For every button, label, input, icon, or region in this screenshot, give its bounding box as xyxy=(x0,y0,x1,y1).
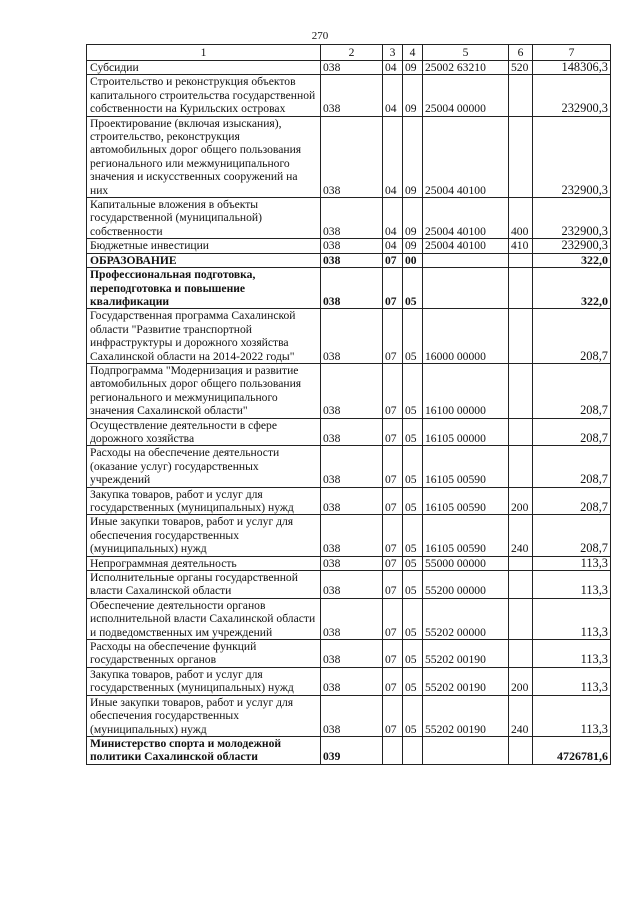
table-row xyxy=(87,198,611,239)
row-code: 038 xyxy=(321,309,383,364)
row-amount: 113,3 xyxy=(533,695,611,736)
row-target-article xyxy=(423,253,509,267)
row-name: Профессиональная подготовка, переподготовка и повышение квалификации xyxy=(87,268,321,309)
row-section xyxy=(383,736,403,764)
row-subsection: 05 xyxy=(403,268,423,309)
row-amount: 322,0 xyxy=(533,268,611,309)
row-expense-type xyxy=(509,363,533,418)
table-row xyxy=(87,571,611,599)
row-expense-type xyxy=(509,598,533,639)
row-expense-type xyxy=(509,116,533,197)
row-name: Проектирование (включая изыскания), строительство, реконструкция автомобильных дорог общего пользования регионального или межмуниципального значения и искусственных сооружений на них xyxy=(87,116,321,197)
row-amount: 113,3 xyxy=(533,556,611,570)
table-body xyxy=(87,61,611,765)
row-expense-type xyxy=(509,253,533,267)
row-expense-type xyxy=(509,446,533,487)
col-header-5: 5 xyxy=(423,45,509,61)
row-code: 038 xyxy=(321,571,383,599)
row-amount: 232900,3 xyxy=(533,239,611,253)
table-row xyxy=(87,418,611,446)
table-row xyxy=(87,239,611,253)
row-subsection: 09 xyxy=(403,198,423,239)
row-amount: 322,0 xyxy=(533,253,611,267)
table-row xyxy=(87,487,611,515)
row-section: 07 xyxy=(383,598,403,639)
row-target-article: 25004 40100 xyxy=(423,198,509,239)
row-expense-type xyxy=(509,75,533,116)
row-subsection: 05 xyxy=(403,571,423,599)
row-code: 038 xyxy=(321,363,383,418)
row-code: 038 xyxy=(321,487,383,515)
row-code: 038 xyxy=(321,61,383,75)
table-row xyxy=(87,556,611,570)
row-target-article: 16105 00590 xyxy=(423,487,509,515)
table-row xyxy=(87,116,611,197)
col-header-6: 6 xyxy=(509,45,533,61)
row-code: 038 xyxy=(321,198,383,239)
row-subsection: 05 xyxy=(403,556,423,570)
row-amount: 232900,3 xyxy=(533,198,611,239)
row-section: 07 xyxy=(383,667,403,695)
row-code: 038 xyxy=(321,598,383,639)
row-target-article: 55202 00000 xyxy=(423,598,509,639)
row-section: 07 xyxy=(383,556,403,570)
row-code: 038 xyxy=(321,239,383,253)
row-code: 038 xyxy=(321,515,383,556)
row-name: Министерство спорта и молодежной политики Сахалинской области xyxy=(87,736,321,764)
row-amount: 4726781,6 xyxy=(533,736,611,764)
row-section: 07 xyxy=(383,446,403,487)
page-number: 270 xyxy=(311,30,329,42)
row-expense-type: 200 xyxy=(509,667,533,695)
row-amount: 232900,3 xyxy=(533,75,611,116)
row-expense-type xyxy=(509,268,533,309)
table-row xyxy=(87,446,611,487)
row-code: 038 xyxy=(321,640,383,668)
row-subsection: 05 xyxy=(403,418,423,446)
row-subsection: 09 xyxy=(403,75,423,116)
row-section: 07 xyxy=(383,268,403,309)
row-amount: 148306,3 xyxy=(533,61,611,75)
row-expense-type xyxy=(509,640,533,668)
row-target-article: 55202 00190 xyxy=(423,695,509,736)
row-name: Непрограммная деятельность xyxy=(87,556,321,570)
row-code: 039 xyxy=(321,736,383,764)
row-expense-type: 520 xyxy=(509,61,533,75)
row-expense-type xyxy=(509,571,533,599)
table-row xyxy=(87,61,611,75)
table-row xyxy=(87,253,611,267)
row-amount: 208,7 xyxy=(533,309,611,364)
row-name: Бюджетные инвестиции xyxy=(87,239,321,253)
row-amount: 232900,3 xyxy=(533,116,611,197)
row-amount: 113,3 xyxy=(533,667,611,695)
row-expense-type: 200 xyxy=(509,487,533,515)
col-header-1: 1 xyxy=(87,45,321,61)
row-name: Субсидии xyxy=(87,61,321,75)
table-row xyxy=(87,695,611,736)
row-subsection: 00 xyxy=(403,253,423,267)
row-target-article: 25004 40100 xyxy=(423,239,509,253)
row-expense-type xyxy=(509,736,533,764)
row-section: 07 xyxy=(383,571,403,599)
row-code: 038 xyxy=(321,253,383,267)
table-row xyxy=(87,75,611,116)
row-code: 038 xyxy=(321,268,383,309)
row-name: Обеспечение деятельности органов исполнительной власти Сахалинской области и подведомственных им учреждений xyxy=(87,598,321,639)
row-code: 038 xyxy=(321,667,383,695)
row-expense-type: 240 xyxy=(509,515,533,556)
row-code: 038 xyxy=(321,446,383,487)
row-code: 038 xyxy=(321,556,383,570)
row-subsection: 05 xyxy=(403,640,423,668)
table-row xyxy=(87,667,611,695)
row-code: 038 xyxy=(321,695,383,736)
row-section: 07 xyxy=(383,309,403,364)
table-row xyxy=(87,515,611,556)
row-subsection: 05 xyxy=(403,515,423,556)
row-amount: 113,3 xyxy=(533,640,611,668)
row-code: 038 xyxy=(321,116,383,197)
row-target-article: 16105 00590 xyxy=(423,515,509,556)
col-header-3: 3 xyxy=(383,45,403,61)
row-subsection: 05 xyxy=(403,363,423,418)
row-amount: 208,7 xyxy=(533,418,611,446)
row-target-article: 16105 00590 xyxy=(423,446,509,487)
row-subsection: 09 xyxy=(403,239,423,253)
header-row xyxy=(87,45,611,61)
row-name: Закупка товаров, работ и услуг для государственных (муниципальных) нужд xyxy=(87,667,321,695)
row-section: 07 xyxy=(383,695,403,736)
row-section: 04 xyxy=(383,239,403,253)
row-target-article: 25004 00000 xyxy=(423,75,509,116)
row-target-article: 55000 00000 xyxy=(423,556,509,570)
row-subsection: 05 xyxy=(403,598,423,639)
row-target-article: 55200 00000 xyxy=(423,571,509,599)
row-target-article: 16000 00000 xyxy=(423,309,509,364)
row-name: ОБРАЗОВАНИЕ xyxy=(87,253,321,267)
table-row xyxy=(87,598,611,639)
row-subsection xyxy=(403,736,423,764)
row-expense-type xyxy=(509,556,533,570)
row-target-article: 55202 00190 xyxy=(423,667,509,695)
row-expense-type: 240 xyxy=(509,695,533,736)
row-amount: 113,3 xyxy=(533,571,611,599)
row-subsection: 05 xyxy=(403,695,423,736)
row-name: Осуществление деятельности в сфере дорожного хозяйства xyxy=(87,418,321,446)
row-subsection: 05 xyxy=(403,446,423,487)
row-expense-type xyxy=(509,309,533,364)
row-code: 038 xyxy=(321,418,383,446)
row-subsection: 05 xyxy=(403,667,423,695)
row-section: 04 xyxy=(383,61,403,75)
table-row xyxy=(87,640,611,668)
row-expense-type xyxy=(509,418,533,446)
row-name: Капитальные вложения в объекты государственной (муниципальной) собственности xyxy=(87,198,321,239)
col-header-4: 4 xyxy=(403,45,423,61)
row-subsection: 09 xyxy=(403,116,423,197)
row-name: Иные закупки товаров, работ и услуг для обеспечения государственных (муниципальных) нужд xyxy=(87,515,321,556)
row-section: 07 xyxy=(383,487,403,515)
row-name: Расходы на обеспечение функций государственных органов xyxy=(87,640,321,668)
row-name: Расходы на обеспечение деятельности (оказание услуг) государственных учреждений xyxy=(87,446,321,487)
row-expense-type: 400 xyxy=(509,198,533,239)
col-header-7: 7 xyxy=(533,45,611,61)
row-name: Подпрограмма "Модернизация и развитие автомобильных дорог общего пользования регионального и межмуниципального значения Сахалинской области" xyxy=(87,363,321,418)
row-section: 04 xyxy=(383,116,403,197)
row-name: Закупка товаров, работ и услуг для государственных (муниципальных) нужд xyxy=(87,487,321,515)
table-row xyxy=(87,736,611,764)
row-amount: 208,7 xyxy=(533,515,611,556)
row-amount: 208,7 xyxy=(533,487,611,515)
row-target-article: 16105 00000 xyxy=(423,418,509,446)
row-section: 04 xyxy=(383,75,403,116)
row-section: 07 xyxy=(383,418,403,446)
row-section: 07 xyxy=(383,253,403,267)
table-row xyxy=(87,363,611,418)
row-subsection: 09 xyxy=(403,61,423,75)
row-amount: 208,7 xyxy=(533,446,611,487)
row-name: Государственная программа Сахалинской области "Развитие транспортной инфраструктуры и дорожного хозяйства Сахалинской области на 2014-2022 годы" xyxy=(87,309,321,364)
row-amount: 113,3 xyxy=(533,598,611,639)
row-name: Исполнительные органы государственной власти Сахалинской области xyxy=(87,571,321,599)
row-code: 038 xyxy=(321,75,383,116)
table-row xyxy=(87,268,611,309)
row-section: 04 xyxy=(383,198,403,239)
row-section: 07 xyxy=(383,515,403,556)
row-subsection: 05 xyxy=(403,487,423,515)
col-header-2: 2 xyxy=(321,45,383,61)
row-name: Строительство и реконструкция объектов капитального строительства государственной собственности на Курильских островах xyxy=(87,75,321,116)
row-target-article: 16100 00000 xyxy=(423,363,509,418)
table-row xyxy=(87,309,611,364)
row-target-article: 25004 40100 xyxy=(423,116,509,197)
row-target-article xyxy=(423,268,509,309)
row-expense-type: 410 xyxy=(509,239,533,253)
row-section: 07 xyxy=(383,640,403,668)
row-section: 07 xyxy=(383,363,403,418)
budget-table xyxy=(86,44,611,765)
row-name: Иные закупки товаров, работ и услуг для обеспечения государственных (муниципальных) нужд xyxy=(87,695,321,736)
row-target-article: 55202 00190 xyxy=(423,640,509,668)
row-subsection: 05 xyxy=(403,309,423,364)
row-target-article xyxy=(423,736,509,764)
row-target-article: 25002 63210 xyxy=(423,61,509,75)
row-amount: 208,7 xyxy=(533,363,611,418)
